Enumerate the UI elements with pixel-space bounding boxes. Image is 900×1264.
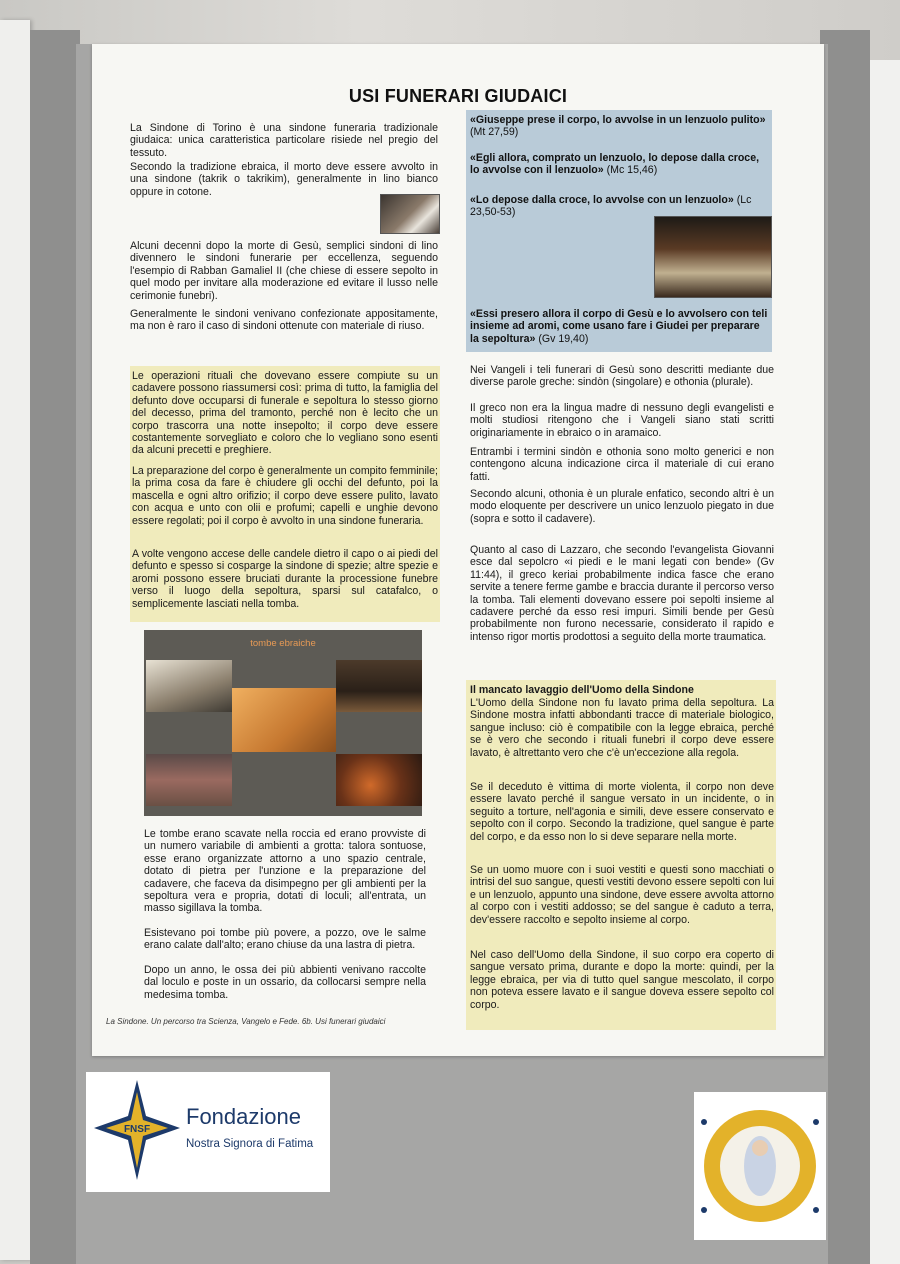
tombs-image-title: tombe ebraiche xyxy=(250,638,316,649)
lavaggio-paragraph-2: Se il deceduto è vittima di morte violenta, il corpo non deve essere lavato perché il sangue versato in un incidente, o in seguito a torture, nell'agonia e simili, deve essere conservato e sepolto con il corpo. Secondo la tradizione, quel sangue è parte del corpo, e da esso non lo si deve separare nella morte. xyxy=(470,781,774,843)
quote-luke-ref: (Lc 23,50-53) xyxy=(470,194,752,219)
fondazione-subtitle: Nostra Signora di Fatima xyxy=(186,1138,314,1150)
lavaggio-paragraph-1: L'Uomo della Sindone non fu lavato prima della sepoltura. La Sindone mostra infatti abbondanti tracce di materiale biologico, sangue incluso: ciò è compatibile con la legge ebraica, perché se è vero che secondo i rituali funebri il corpo deve essere lavato, è altrettanto vero che c'è un'eccezione alla regola. xyxy=(470,697,774,759)
vangeli-paragraph-3: Entrambi i termini sindòn e othonia sono molto generici e non contengono alcuna indicazione circa il materiale di cui erano fatti. xyxy=(470,446,774,483)
tombs-image xyxy=(144,630,422,816)
quote-john xyxy=(470,308,770,345)
vangeli-paragraph-4: Secondo alcuni, othonia è un plurale enfatico, secondo altri è un modo eloquente per descrivere un unico lenzuolo piegato in due (sopra e sotto il cadavere). xyxy=(470,488,774,525)
quote-john-text: «Essi presero allora il corpo di Gesù e lo avvolsero con teli insieme ad aromi, come usano fare i Giudei per preparare la sepoltura» xyxy=(470,308,768,345)
board-frame-left xyxy=(30,30,80,1264)
adjacent-panel-right xyxy=(870,60,900,1264)
tomb-plan-illustration xyxy=(232,688,336,752)
lavaggio-heading: Il mancato lavaggio dell'Uomo della Sindone xyxy=(470,684,694,696)
tomb-photo-2 xyxy=(336,660,422,712)
fondazione-logo xyxy=(86,1072,330,1192)
adjacent-panel-left xyxy=(0,20,30,1260)
rituals-paragraph-3: A volte vengono accese delle candele dietro il capo o ai piedi del defunto e spesso si cosparge la sindone di spezie; altre spezie e aromi possono essere bruciati durante la processione funebre verso il luogo della sepoltura, sparsi sul catafalco, o semplicemente lasciati nella tomba. xyxy=(132,548,438,610)
quote-matthew xyxy=(470,114,770,139)
tomb-photo-4 xyxy=(336,754,422,806)
logo-mark-text: FNSF xyxy=(123,1124,151,1135)
quote-luke-text: «Lo depose dalla croce, lo avvolse con un lenzuolo» xyxy=(470,194,734,206)
general-paragraph: Generalmente le sindoni venivano confezionate appositamente, ma non è raro il caso di sindoni ottenute con materiale di riuso. xyxy=(130,308,438,333)
quote-mark-text: «Egli allora, comprato un lenzuolo, lo depose dalla croce, lo avvolse con il lenzuolo» xyxy=(470,152,760,177)
quote-mark-ref: (Mc 15,46) xyxy=(606,164,658,177)
madonna-seal-icon xyxy=(694,1092,826,1240)
intro-paragraph-1: La Sindone di Torino è una sindone funeraria tradizionale giudaica: unica caratteristica particolare risiede nel pregio del tessuto. xyxy=(130,122,438,159)
quote-mark xyxy=(470,152,770,177)
fondazione-name: Fondazione xyxy=(186,1104,301,1129)
rituals-paragraph-1: Le operazioni rituali che dovevano essere compiute su un cadavere possono riassumersi così: prima di tutto, la famiglia del defunto dove occuparsi di funerale e sepoltura lo stesso giorno del decesso, prima del tramonto, perché non è lecito che un corpo trascorra una notte insepolto; il corpo deve essere costantemente sorvegliato e coloro che lo vegliano sono esenti da alcuni precetti e preghiere. xyxy=(132,370,438,457)
decades-paragraph: Alcuni decenni dopo la morte di Gesù, semplici sindoni di lino divennero le sindoni funerarie per eccellenza, seguendo l'esempio di Rabban Gamaliel II (che chiese di essere sepolto in quel modo per invitare alla moderazione ed evitare il lusso nelle cerimonie funebri). xyxy=(130,240,438,302)
deposition-painting xyxy=(654,216,772,298)
quote-matthew-text: «Giuseppe prese il corpo, lo avvolse in un lenzuolo pulito» xyxy=(470,114,766,126)
quote-john-ref: (Gv 19,40) xyxy=(538,332,589,345)
tomb-photo-3 xyxy=(146,754,232,806)
star-icon xyxy=(92,1076,182,1186)
vangeli-paragraph-1: Nei Vangeli i teli funerari di Gesù sono descritti mediante due diverse parole greche: sindòn (singolare) e othonia (plurale). xyxy=(470,364,774,389)
burial-photo-small xyxy=(380,194,440,234)
lavaggio-paragraph-4: Nel caso dell'Uomo della Sindone, il suo corpo era coperto di sangue versato prima, durante e dopo la morte: quindi, per la legge ebraica, per via di tutto quel sangue mescolato, il corpo non poteva essere lavato e il sangue doveva essere sepolto col corpo. xyxy=(470,949,774,1011)
tombs-paragraph-1: Le tombe erano scavate nella roccia ed erano provviste di un numero variabile di ambienti a grotta: talora sontuose, esse erano organizzate attorno a uno spazio centrale, dotato di pietra per l'unzione e la preparazione del cadavere, che faceva da disimpegno per gli ambienti per la sepoltura vera e propria, dotati di loculi; all'entrata, un masso sigillava la tomba. xyxy=(144,828,426,915)
poster xyxy=(92,44,824,1056)
intro-paragraph-2: Secondo la tradizione ebraica, il morto deve essere avvolto in una sindone (takrik o takrikim), generalmente in lino bianco oppure in cotone. xyxy=(130,161,438,198)
vangeli-paragraph-2: Il greco non era la lingua madre di nessuno degli evangelisti e molti studiosi ritengono che i Vangeli siano stati scritti originariamente in ebraico o in aramaico. xyxy=(470,402,774,439)
poster-caption: La Sindone. Un percorso tra Scienza, Vangelo e Fede. 6b. Usi funerari giudaici xyxy=(106,1017,386,1026)
tomb-photo-1 xyxy=(146,660,232,712)
famiglia-logo xyxy=(694,1092,826,1240)
poster-title: USI FUNERARI GIUDAICI xyxy=(348,86,568,106)
tombs-paragraph-3: Dopo un anno, le ossa dei più abbienti venivano raccolte dal loculo e poste in un ossario, da collocarsi sempre nella medesima tomba. xyxy=(144,964,426,1001)
quote-matthew-ref: (Mt 27,59) xyxy=(470,126,519,139)
rituals-paragraph-2: La preparazione del corpo è generalmente un compito femminile; la prima cosa da fare è chiudere gli occhi del defunto, poi la mascella e ogni altro orifizio; il corpo deve essere pulito, lavato con acqua e unto con olii e profumi; capelli e unghie devono essere regolati; poi il corpo è avvolto in una sindone funeraria. xyxy=(132,465,438,527)
lazzaro-paragraph: Quanto al caso di Lazzaro, che secondo l'evangelista Giovanni esce dal sepolcro «i piedi e le mani legati con bende» (Gv 11:44), il greco keriai probabilmente indica fasce che erano servite a tenere ferme gambe e braccia durante il percorso verso la tomba. Tali elementi dovevano essere poi sepolti insieme al cadavere perché da esso resi impuri. Simili bende per Gesù probabilmente non furono necessarie, considerato il rapido e intenso rigor mortis prodottosi a seguito della morte traumatica. xyxy=(470,544,774,643)
tombs-paragraph-2: Esistevano poi tombe più povere, a pozzo, ove le salme erano calate dall'alto; erano chiuse da una lastra di pietra. xyxy=(144,927,426,952)
lavaggio-paragraph-3: Se un uomo muore con i suoi vestiti e questi sono macchiati o intrisi del suo sangue, questi vestiti devono essere sepolti con lui e un lenzuolo, appunto una sindone, deve essere avvolta attorno al corpo con i vestiti addosso; se del sangue è caduto a terra, dev'essere raccolto e sepolto insieme al corpo. xyxy=(470,864,774,926)
